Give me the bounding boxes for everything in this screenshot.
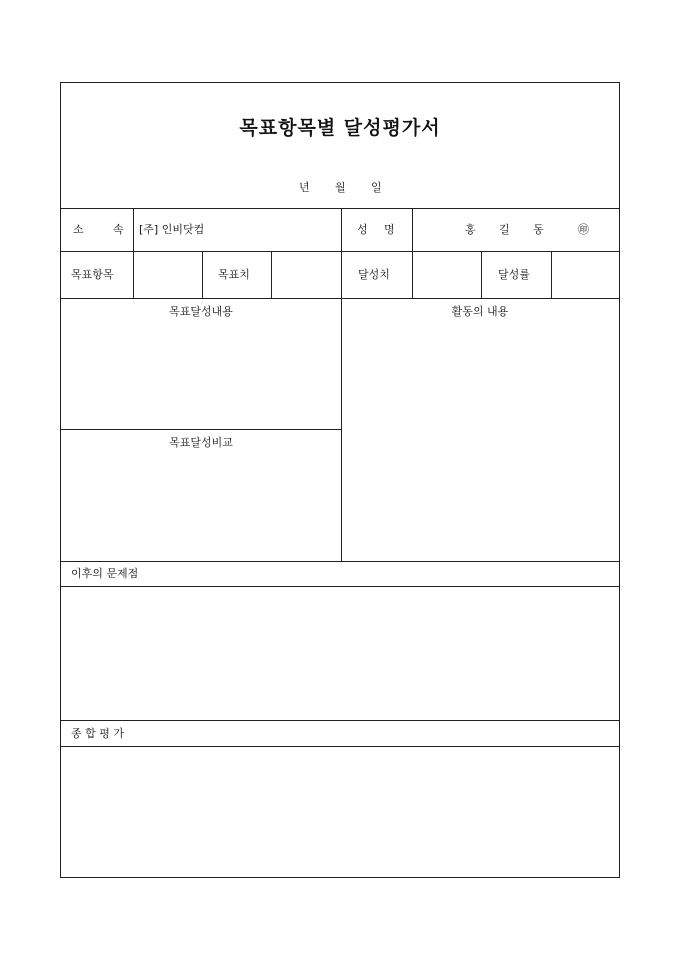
row2-col-divider-2 [202, 251, 203, 298]
date-day-label: 일 [371, 181, 382, 194]
row2-col-divider-5 [412, 251, 413, 298]
date-year-label: 년 [299, 181, 310, 194]
row1-col-divider-3 [412, 208, 413, 251]
row2-col-divider-7 [551, 251, 552, 298]
name-char-3: 동 [533, 223, 544, 236]
form-title: 목표항목별 달성평가서 [239, 117, 441, 139]
target-item-label: 목표항목 [71, 268, 114, 281]
achievement-content-label: 목표달성내용 [169, 305, 233, 318]
name-label-1: 성 [357, 223, 368, 236]
target-value-label: 목표치 [218, 268, 250, 281]
future-issues-label: 이후의 문제점 [71, 567, 139, 580]
row2-col-divider-1 [133, 251, 134, 298]
achievement-comparison-label: 목표달성비교 [169, 436, 233, 449]
achievement-rate-label: 달성률 [498, 268, 530, 281]
divider-row1 [61, 251, 619, 252]
divider-header [61, 208, 619, 209]
divider-left-split [61, 429, 341, 430]
date-month-label: 월 [335, 181, 346, 194]
overall-evaluation-label: 종 합 평 가 [71, 727, 124, 740]
affiliation-label-1: 소 [73, 223, 84, 236]
evaluation-form [60, 82, 620, 878]
divider-row2 [61, 298, 619, 299]
row2-col-divider-3 [271, 251, 272, 298]
row2-col-divider-4 [341, 251, 342, 298]
divider-eval-header [61, 746, 619, 747]
row1-col-divider-2 [341, 208, 342, 251]
middle-col-divider [341, 298, 342, 561]
divider-issues-body [61, 720, 619, 721]
name-char-2: 길 [499, 223, 510, 236]
divider-middle [61, 561, 619, 562]
name-char-1: 홍 [465, 223, 476, 236]
affiliation-value: [주] 인비닷컴 [139, 223, 205, 236]
activity-content-label: 활동의 내용 [451, 305, 509, 318]
row1-col-divider-1 [133, 208, 134, 251]
seal-icon: ㊞ [578, 223, 589, 236]
name-label-2: 명 [384, 223, 395, 236]
affiliation-label-2: 속 [113, 223, 124, 236]
achieved-value-label: 달성치 [358, 268, 390, 281]
row2-col-divider-6 [481, 251, 482, 298]
divider-issues-header [61, 586, 619, 587]
